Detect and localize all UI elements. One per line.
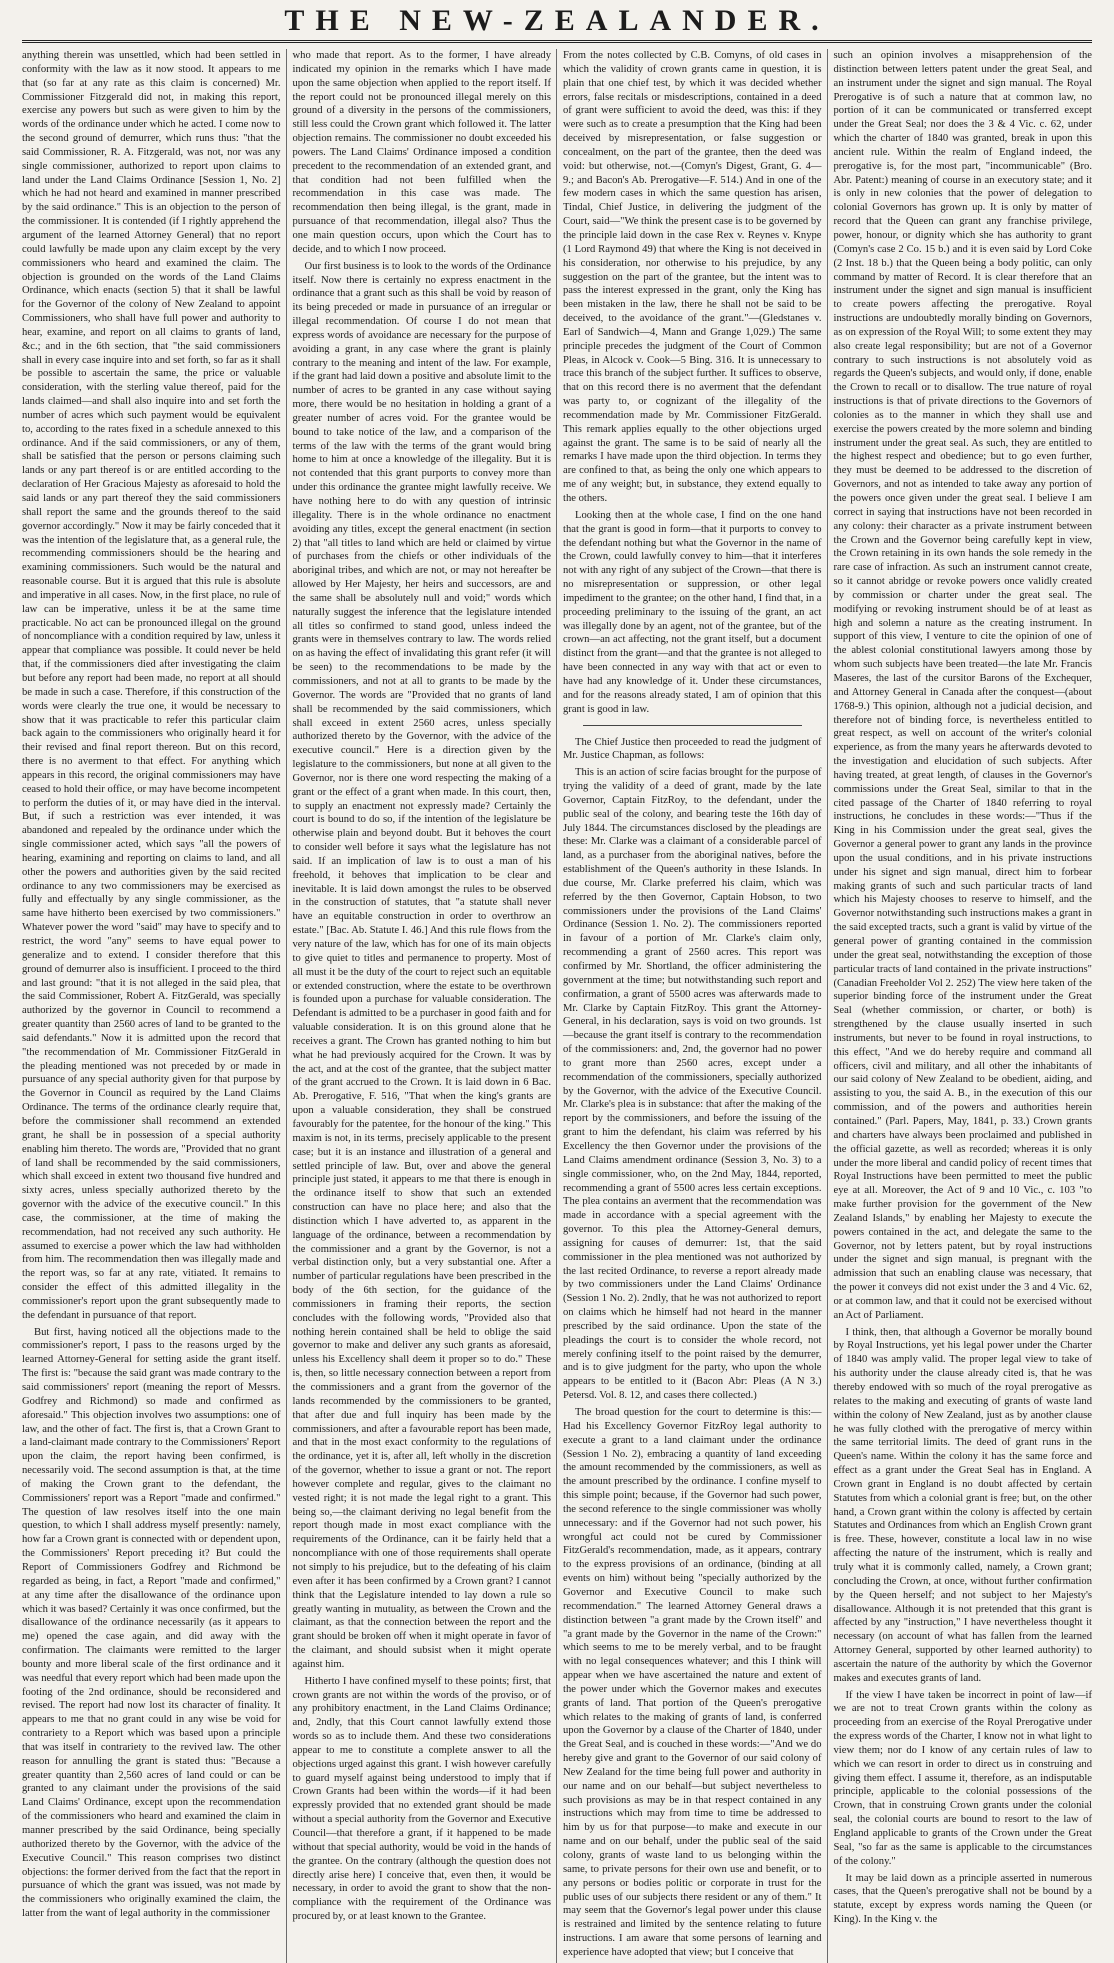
- paragraph: Looking then at the whole case, I find on the one hand that the grant is good in form—that it purports to convey to the defendant nothing but what the Governor in the name of the Crown, could lawfully convey to him—that it interferes not with any right of any subject of the Crown—that there is no misrepresentation or suppression, or other legal impediment to the grantee; on the other hand, I find that, in a proceeding preliminary to the issuing of the grant, an act was illegally done by an agent, not of the grantee, but of the crown—an act affecting, not the grant itself, but a document distinct from the grant—and that the grantee is not alleged to have been connected in any way with that act or even to have had any knowledge of it. Under these circumstances, and for the reasons already stated, I am of opinion that this grant is good in law.: [563, 509, 822, 715]
- masthead: [22, 6, 1092, 43]
- paragraph: This is an action of scire facias brought for the purpose of trying the validity of a deed of grant, made by the late Governor, Captain FitzRoy, to the defendant, under the public seal of the colony, and bearing teste the 16th day of July 1844. The circumstances disclosed by the pleadings are these: Mr. Clarke was a claimant of a considerable parcel of land, as a purchaser from the aboriginal natives, before the establishment of the Queen's authority in these Islands. In due course, Mr. Clarke preferred his claim, which was referred by the then Governor, Captain Hobson, to two commissioners under the provisions of the Land Claims' Ordinance (Session 1. No. 2). The commissioners reported in favour of a portion of Mr. Clarke's claim only, recommending a grant of 2560 acres. This report was confirmed by Mr. Shortland, the officer administering the government at the time; but notwithstanding such report and confirmation, a grant of 5500 acres was afterwards made to Mr. Clarke by Captain FitzRoy. This grant the Attorney-General, in his declaration, says is void on two grounds. 1st—because the grant itself is contrary to the recommendation of the commissioners: and, 2nd, the governor had no power to grant more than 2560 acres, except under a recommendation of the commissioners, specially authorized by the Governor, with the advice of the Executive Council. Mr. Clarke's plea is in substance: that after the making of the report by the commissioners, and before the issuing of the grant to him the defendant, his claim was referred by his Excellency the then Governor under the provisions of the Land Claims amendment ordinance (Session 3, No. 3) to a single commissioner, who, on the 2nd May, 1844, reported, recommending a grant of 5500 acres less certain exceptions. The plea contains an averment that the recommendation was made in accordance with a special agreement with the governor. To this plea the Attorney-General demurs, assigning for causes of demurrer: 1st, that the said commissioner in the plea mentioned was not authorized by the last recited Ordinance, to reverse a report already made by two commissioners under the Land Claims' Ordinance (Session 1 No. 2). 2ndly, that he was not authorized to report on claims which he himself had not heard in the manner prescribed by the said ordinance. Upon the state of the pleadings the court is to consider the whole record, not merely confining itself to the point raised by the demurrer, and is to give judgment for the party, who upon the whole appears to be entitled to it (Bacon Abr: Pleas (A N 3.) Petersd. Vol. 8. 12, and cases there collected.): [563, 767, 822, 1402]
- paragraph: Hitherto I have confined myself to these points; first, that crown grants are not within the words of the proviso, or of any prohibitory enactment, in the Land Claims Ordinance; and, 2ndly, that this Court cannot lawfully extend those words so as to include them. And these two considerations appear to me to constitute a complete answer to all the objections urged against this grant. I wish however carefully to guard myself against being understood to imply that if Crown Grants had been within the words—if it had been expressly provided that no extended grant should be made without a special authority from the Governor and Executive Council—that therefore a grant, if it happened to be made without that special authority, would be void in the hands of the grantee. On the contrary (although the question does not directly arise here) I conceive that, even then, it would be necessary, in order to avoid the grant to show that the non-compliance with the requirement of the Ordinance was procured by, or at least known to the Grantee.: [292, 1675, 551, 1923]
- text-columns: [22, 49, 1092, 1958]
- paragraph: anything therein was unsettled, which had been settled in conformity with the law as it now stood. It appears to me that (so far at any rate as this claim is concerned) Mr. Commissioner Fitzgerald did not, in making this report, exercise any powers but such as were given to him by the words of the ordinance under which he acted. I come now to the second ground of demurrer, which runs thus: "that the said Commissioner, R. A. Fitzgerald, was not, nor was any single commissioner, authorized to report upon claims to land under the Land Claims Ordinance [Session 1, No. 2] which he had not heard and examined in manner prescribed by the said ordinance." This is an objection to the person of the commissioner. It is contended (if I rightly apprehend the argument of the learned Attorney General) that no report could lawfully be made upon any claim except by the very commissioners who heard and examined the claim. The objection is grounded on the words of the Land Claims Ordinance, which enacts (section 5) that it shall be lawful for the Governor of the colony of New Zealand to appoint Commissioners, who shall have full power and authority to hear, examine, and report on all claims to grants of land, &c.; and in the 6th section, that "the said commissioners shall in every case inquire into and set forth, so far as it shall be possible to ascertain the same, the price or valuable consideration, with the sterling value thereof, paid for the lands claimed—and shall also inquire into and set forth the number of acres which such payment would be equivalent to, according to the rates fixed in a schedule annexed to this ordinance. And if the said commissioners, or any of them, shall be satisfied that the person or persons claiming such lands or any part thereof is or are entitled according to the declaration of Her Gracious Majesty as aforesaid to hold the said lands or any part thereof they the said commissioners shall report the same and the grounds thereof to the said governor accordingly." Now it may be fairly conceded that it was the intention of the legislature that, as a general rule, the recommending commissioners should be the hearing and examining commissioners. Such would be the natural and reasonable course. But it is argued that this rule is absolute and imperative in all cases. Now, in the first place, no rule of law can be imperative, unless it be at the same time practicable. No act can be pronounced illegal on the ground of noncompliance with a condition required by law, unless it appear that compliance was possible. It could never be held that, if the commissioners died after investigating the claim but before any report had been made, no report at all should be made in such a case. Therefore, if this construction of the words were clearly the true one, it would be necessary to show that it was practicable to refer this particular claim back again to the commissioners who originally heard it for their revised and final report thereon. But on this record, there is no averment to that effect. For anything which appears in this record, the original commissioners may have ceased to hold their office, or may have become incompetent to perform the duties of it, or may have died in the interval. But, if such a restriction was ever intended, it was abandoned and repealed by the ordinance under which the single commissioner acted, which says "all the powers of hearing, examining and reporting on claims to land, and all other the powers and authorities given by the said recited ordinance to any two commissioners may be exercised as fully and effectually by any single commissioner, as the same have hitherto been exercised by two commissioners." Whatever power the word "said" may have to specify and to restrict, the word "any" seems to have equal power to generalize and to extend. I consider therefore that this ground of demurrer also is insufficient. I proceed to the third and last ground: "that it is not alleged in the said plea, that the said Commissioner, Robert A. FitzGerald, was specially authorized by the governor in Council to recommend a greater quantity than 2560 acres of land to be granted to the said defendants." Now it is admitted upon the record that "the recommendation of Mr. Commissioner FitzGerald in the pleading mentioned was not preceded by or made in pursuance of any special authority given for that purpose by the Governor in Council as required by the Land Claims Ordinance. The terms of the ordinance clearly require that, before the commissioner shall recommend an extended grant, he shall be in possession of a special authority enabling him thereto. The words are, "Provided that no grant of land shall be recommended by the said commissioners, which shall exceed in extent two thousand five hundred and sixty acres, unless specially authorized thereto by the governor with the advice of the executive council." In this case, the commissioner, at the time of making the recommendation, had not received any such authority. He assumed to exercise a power which the law had withholden from him. The recommendation then was illegally made and the report was, so far at any rate, vitiated. It remains to consider the effect of this admitted illegality in the commissioner's report upon the grant subsequently made to the defendant in pursuance of that report.: [22, 50, 281, 1321]
- paragraph: who made that report. As to the former, I have already indicated my opinion in the remarks which I have made upon the same objection when applied to the report itself. If the report could not be pronounced illegal merely on this ground of a diversity in the persons of the commissioners, still less could the Crown grant which followed it. The latter objection remains. The commissioner no doubt exceeded his powers. The Land Claims' Ordinance imposed a condition precedent to the recommendation of an extended grant, and that condition had not been fulfilled when the recommendation in this case was made. The recommendation then being illegal, is the grant, made in pursuance of that recommendation, illegal also? Thus the one main question occurs, upon which the Court has to decide, and to which I now proceed.: [292, 50, 551, 255]
- column-1: [22, 49, 281, 1963]
- column-2: [293, 49, 552, 1963]
- paragraph: The broad question for the court to determine is this:—Had his Excellency Governor FitzRoy legal authority to execute a grant to a land claimant under the ordinance (Session 1 No. 2), embracing a quantity of land exceeding the amount recommended by the commissioners, as well as the amount prescribed by the ordinance. I confine myself to this simple point; because, if the Governor had such power, the second reference to the single commissioner was wholly unnecessary: and if the Governor had not such power, his wrongful act could not be cured by Commissioner FitzGerald's recommendation, made, as it appears, contrary to the express provisions of an ordinance, (binding at all events on him) without being "specially authorized by the Governor and Executive Council to make such recommendation." The learned Attorney General draws a distinction between "a grant made by the Crown itself" and "a grant made by the Governor in the name of the Crown:" which seems to me to be merely verbal, and to be fraught with no legal consequences whatever; and this I think will appear when we have ascertained the nature and extent of the power under which the Governor makes and executes grants of land. That portion of the Queen's prerogative which relates to the making of grants of land, is conferred upon the Governor by a clause of the Charter of 1840, under the Great Seal, and is couched in these words:—"And we do hereby give and grant to the Governor of our said colony of New Zealand for the time being full power and authority in our name and on our behalf—but subject nevertheless to such provisions as may be in that respect contained in any instructions which may from time to time be addressed to him by us for that purpose—to make and execute in our name and on our behalf, under the public seal of the said colony, grants of waste land to us belonging within the same, to private persons for their own use and benefit, or to any persons or bodies politic or corporate in trust for the public uses of our subjects there resident or any of them." It may seem that the Governor's legal power under this clause is restrained and limited by the sentence relating to future instructions. I am aware that some persons of learning and experience have adopted that view; but I conceive that: [563, 1407, 822, 1958]
- section-divider: [583, 725, 802, 726]
- paragraph: But first, having noticed all the objections made to the commissioner's report, I pass to the reasons urged by the learned Attorney-General for setting aside the grant itself. The first is: "because the said grant was made contrary to the said commissioners' report (meaning the report of Messrs. Godfrey and Richmond) so made and confirmed as aforesaid." This objection involves two assumptions: one of law, and the other of fact. The first is, that a Crown Grant to a land-claimant made contrary to the Commissioners' Report upon the claim, the report having been confirmed, is necessarily void. The second assumption is that, at the time of making the Crown grant to the defendant, the Commissioners' report was a Report "made and confirmed." The question of law resolves itself into the one main question, to which I shall address myself presently: namely, how far a Crown grant is connected with or dependent upon, the Commissioners' Report preceding it? But could the Report of Commissioners Godfrey and Richmond be regarded as being, in fact, a Report "made and confirmed," at any time after the disallowance of the ordinance upon which it was based? Certainly it was once confirmed, but the disallowance of the ordinance necessarily (as it appears to me) opened the case again, and did away with the confirmation. The claimants were remitted to the larger bounty and more liberal scale of the first ordinance and it was needful that every report which had been made upon the footing of the 2nd ordinance, should be reconsidered and revised. The report had now lost its character of finality. It appears to me that no grant could in any wise be void for contrariety to a Report which was based upon a principle that was itself in contrariety to the revived law. The other reason for annulling the grant is stated thus: "Because a greater quantity than 2,560 acres of land could or can be granted to any claimant under the provisions of the said Land Claims' Ordinance, except upon the recommendation of the commissioners who heard and examined the claim in manner prescribed by the said Ordinance, being specially authorized thereto by the Governor, with the advice of the Executive Council." This reason comprises two distinct objections: the former derived from the fact that the report in pursuance of which the grant was issued, was not made by the commissioners who originally examined the claim, the latter from the want of legal authority in the commissioner: [22, 1326, 281, 1920]
- newspaper-title: THE NEW-ZEALANDER.: [284, 4, 830, 37]
- paragraph: Our first business is to look to the words of the Ordinance itself. Now there is certainly no express enactment in the ordinance that a grant such as this shall be void by reason of its being preceded or made in pursuance of an irregular or illegal recommendation. Of course I do not mean that express words of avoidance are necessary for the purpose of avoiding a grant, in any case where the grant is plainly contrary to the meaning and intent of the law. For example, if the grant had laid down a positive and absolute limit to the number of acres to be granted in any case without saying more, there would be no hesitation in holding a grant of a greater number of acres void. For the grantee would be bound to take notice of the law, and a comparison of the terms of the law with the terms of the grant would bring home to him at once a knowledge of the illegality. But it is not contended that this grant purports to convey more than under this ordinance the grantee might lawfully receive. We have nothing here to do with any question of intrinsic illegality. There is in the whole ordinance no enactment avoiding any titles, except the general enactment (in section 2) that "all titles to land which are held or claimed by virtue of purchases from the chiefs or other individuals of the aboriginal tribes, and which are not, or may not hereafter be allowed by Her Majesty, her heirs and successors, are and the same shall be absolutely null and void;" words which naturally suggest the inference that the legislature intended all titles so confirmed to stand good, unless indeed the grants were in themselves contrary to law. The words relied on as having the effect of invalidating this grant refer (it will be seen) to the recommendations to be made by the commissioners, and not at all to grants to be made by the Governor. The words are "Provided that no grants of land shall be recommended by the said commissioners, which shall exceed in extent 2560 acres, unless specially authorized thereto by the Governor, with the advice of the executive council." Here is a direction given by the legislature to the commissioners, but none at all given to the Governor, nor is there one word respecting the making of a grant or the effect of a grant when made. In this court, then, to supply an enactment not expressly made? Certainly the court is bound to do so, if the intention of the legislature be otherwise plain and beyond doubt. But it behoves the court to consider well before it says what the legislature has not said. If an implication of law is to oust a man of his freehold, it behoves that implication to be clear and inevitable. It is laid down amongst the rules to be observed in the construction of statutes, that "a statute shall never have an equitable construction in order to overthrow an estate." [Bac. Ab. Statute I. 46.] And this rule flows from the very nature of the law, which has for one of its main objects to give quiet to titles and permanence to property. Most of all must it be the duty of the court to reject such an equitable or extended construction, where the estate to be overthrown is founded upon a purchase for valuable consideration. The Defendant is admitted to be a purchaser in good faith and for valuable consideration. It is on this ground alone that he receives a grant. The Crown has granted nothing to him but what he had previously acquired for the Crown. It was by the act, and at the cost of the grantee, that the subject matter of the grant accrued to the Crown. It is laid down in 6 Bac. Ab. Prerogative, F. 516, "That when the king's grants are upon a valuable consideration, they shall be construed favourably for the patentee, for the honour of the king." This maxim is not, in its terms, precisely applicable to the present case; but it is an instance and illustration of a general and settled principle of law. But, over and above the general principle just stated, it appears to me that there is enough in the ordinance itself to show that such an extended construction can have no place here; and also that the distinction which I have adverted to, as apparent in the language of the ordinance, between a recommendation by the commissioner and a grant by the Governor, is not a verbal distinction only, but a very substantial one. After a number of particular regulations have been prescribed in the body of the 6th section, for the guidance of the commissioners in framing their reports, the section concludes with the following words, "Provided also that nothing herein contained shall be held to oblige the said governor to make and deliver any such grants as aforesaid, unless his Excellency shall deem it proper so to do." These is, then, so little necessary connection between a report from the commissioners and a grant from the governor of the lands recommended by the commissioners to be granted, that after due and full inquiry has been made by the commissioners, and after a favourable report has been made, and that in the most exact conformity to the regulations of the ordinance, yet it is, after all, left wholly in the discretion of the governor, whether to issue a grant or not. The report however complete and regular, gives to the claimant no vested right; it is not made the legal right to a grant. This being so,—the claimant deriving no legal benefit from the report though made in most exact compliance with the requirements of the Ordinance, can it be fairly held that a noncompliance with one of those requirements shall operate not simply to his prejudice, but to the defeating of his claim even after it has been confirmed by a Crown grant? I cannot think that the Legislature intended to lay down a rule so greatly wanting in mutuality, as between the Crown and the claimant, as that the connection between the report and the grant should be broken off when it might operate in favor of the claimant, and should subsist when it might operate against him.: [292, 260, 551, 1670]
- paragraph: If the view I have taken be incorrect in point of law—if we are not to treat Crown grants within the colony as proceeding from an exercise of the Royal Prerogative under the express words of the Charter, I know not in what light to view them; nor do I know of any certain rules of law to which we can resort in order to direct us in construing and giving them effect. I assume it, therefore, as an indisputable principle, applicable to the colonial possessions of the Crown, that in construing Crown grants under the colonial seal, the colonial courts are bound to resort to the law of England applicable to grants of the Crown under the Great Seal, "so far as the same is applicable to the circumstances of the colony.": [833, 1689, 1092, 1867]
- column-3: [563, 49, 822, 1963]
- paragraph: It may be laid down as a principle asserted in numerous cases, that the Queen's prerogative shall not be bound by a statute, except by express words naming the Queen (or King). In the King v. the: [833, 1872, 1092, 1926]
- paragraph: I think, then, that although a Governor be morally bound by Royal Instructions, yet his legal power under the Charter of 1840 was amply valid. The proper legal view to take of his authority under the clause already cited is, that he was thereby endowed with so much of the royal prerogative as relates to the making and executing of grants of waste land within the colony of New Zealand, just as by another clause he was fully clothed with the prerogative of mercy within the same territorial limits. The deed of grant runs in the Queen's name. Within the colony it has the same force and effect as a grant under the Great Seal has in England. A Crown grant in England is no doubt affected by certain Statutes from which a colonial grant is free; but, on the other hand, a Crown grant within the colony is affected by certain Statutes and Ordinances from which an English Crown grant is free. These, however, constitute a local law in no wise affecting the nature of the instrument, which is really and truly what it is commonly called, namely, a Crown grant; concluding the Crown, at once, without further confirmation by the Queen herself; and not subject to her Majesty's disallowance. Although it is not pretended that this grant is affected by any "instruction," I have nevertheless thought it necessary (on account of what has fallen from the learned Attorney General, supported by other learned authority) to ascertain the nature of the authority by which the Governor makes and executes grants of land.: [833, 1326, 1092, 1684]
- column-4: [834, 49, 1093, 1963]
- paragraph: such an opinion involves a misapprehension of the distinction between letters patent under the great Seal, and an instrument under the signet and sign manual. The Royal Prerogative is of such a nature that at common law, no portion of it can be communicated or transferred except under the Great Seal; nor does the 3 & 4 Vic. c. 62, under which the charter of 1840 was granted, break in upon this ancient rule. Within the realm of England indeed, the prerogative is, for the most part, "incommunicable" (Bro. Abr. Patent:) meaning of course in an executory state; and it is only in new colonies that the power of delegation to colonial Governors has grown up. It is only by matter of record that the Queen can grant any franchise privilege, power, honour, or dignity which she has authority to grant (Comyn's case 2 Co. 15 b.) and it is even said by Lord Coke (2 Inst. 18 b.) that the Queen being a body politic, can only command by matter of Record. It is clear therefore that an instrument under the signet and sign manual is insufficient to create powers affecting the prerogative. Royal instructions are undoubtedly morally binding on Governors, as on expression of the Royal Will; to some extent they may also create legal responsibility; but are not of a Governor contrary to such instructions is not absolutely void as regards the Queen's subjects, and would only, if done, enable the Crown to recall or to disallow. The true nature of royal instructions is that of private directions to the Governors of colonies as to the manner in which they shall use and exercise the powers created by the more solemn and binding instrument under the great seal. As such, they are entitled to the highest respect and obedience; but to go even further, they must be deemed to be addressed to the discretion of Governors, and not as intended to take away any portion of the powers once given under the great seal. I believe I am correct in saying that instructions have not been recorded in any colony: their character as a private instrument between the Crown and the Governor being carefully kept in view, the Crown retaining in its own hands the sole remedy in the rare case of infraction. As such an instrument cannot create, so it cannot abridge or revoke powers once validly created by commission or charter under the great seal. The modifying or revoking instrument should be of at least as high and solemn a nature as the creating instrument. In support of this view, I venture to cite the opinion of one of the ablest colonial constitutional lawyers among those by whom such subjects have been treated—the late Mr. Francis Maseres, the last of the cursitor Barons of the Exchequer, and Attorney General in Canada after the conquest—(about 1768-9.) This opinion, although not a judicial decision, and therefore not of binding force, is nevertheless entitled to great respect, as well on account of the writer's colonial experience, as from the many years he afterwards devoted to the investigation and elucidation of such subjects. After having treated, at great length, of clauses in the Governor's commissions under the Great Seal, similar to that in the cited passage of the Charter of 1840 referring to royal instructions, he concludes in these words:—"Thus if the King in his Commission under the great seal, gives the Governor a general power to grant any lands in the province upon the usual conditions, and in his private instructions under his signet and sign manual, direct him to forbear making grants of such and such particular tracts of land which his Majesty chooses to reserve to himself, and the Governor notwithstanding such instructions makes a grant in the said excepted tracts, such a grant is valid by virtue of the general power of granting contained in the commission under the great seal, notwithstanding the exception of those particular tracts of land contained in the private instructions" (Canadian Freeholder Vol 2. 252) The view here taken of the superior binding force of the instrument under the Great Seal (whether commission, or charter, or both) is strengthened by the clause usually inserted in such instruments, but never to be found in royal instructions, to this effect, "And we do hereby require and command all officers, civil and military, and all other the inhabitants of our said colony of New Zealand to be obedient, aiding, and assisting to you, the said A. B., in the execution of this our commission, and of the powers and authorities herein contained." (Parl. Papers, May, 1841, p. 33.) Crown grants and charters have always been proclaimed and published in the official gazette, as well as recorded; whereas it is only under the more liberal and candid policy of recent times that Royal Instructions have been permitted to meet the public eye at all. Moreover, the Act of 9 and 10 Vic., c. 103 "to make further provision for the government of the New Zealand Islands," by enabling her Majesty to execute the powers contained in the act, and delegate the same to the Governor, not by letters patent, but by royal instructions under the signet and sign manual, is pregnant with the admission that such an enabling clause was necessary, that the power it conveys did not exist under the 3 and 4 Vic. 62, or at common law, and that it could not be exercised without an Act of Parliament.: [833, 50, 1092, 1321]
- paragraph: The Chief Justice then proceeded to read the judgment of Mr. Justice Chapman, as follows:: [563, 736, 822, 762]
- paragraph: From the notes collected by C.B. Comyns, of old cases in which the validity of crown grants came in question, it is plain that one chief test, by which it was decided whether errors, false recitals or misdescriptions, contained in a deed of grant were sufficient to avoid the deed, was this: if they were such as to create a presumption that the King had been deceived by misrepresentation, or false suggestion or concealment, on the part of the grantee, then the deed was void: but otherwise, not.—(Comyn's Digest, Grant, G. 4—9.; and Bacon's Ab. Prerogative—F. 514.) And in one of the few modern cases in which the same question has arisen, Tindal, Chief Justice, in delivering the judgment of the Court, said—"We think the present case is to be governed by the principle laid down in the case Rex v. Reynes v. Knype (1 Lord Raymond 49) that where the King is not deceived in his consideration, nor otherwise to his prejudice, by any suggestion on the part of the grantee, but the intent was to pass the interest expressed in the grant, only the King has been mistaken in the law, there he shall not be said to be deceived, to the avoidance of the grant."—(Gledstanes v. Earl of Sandwich—4, Mann and Grange 1,029.) The same principle precedes the judgment of the Court of Common Pleas, in Alcock v. Cook—5 Bing. 316. It is unnecessary to trace this branch of the subject further. It suffices to observe, that on this record there is no averment that the defendant was party to, or cognizant of the illegality of the recommendation made by Mr. Commissioner FitzGerald. This remark applies equally to the other objections urged against the grant. The same is to be said of nearly all the remarks I have made upon the third objection. In terms they are confined to that, as being the only one which appears to me of any weight; but, in substance, they extend equally to the others.: [563, 50, 822, 504]
